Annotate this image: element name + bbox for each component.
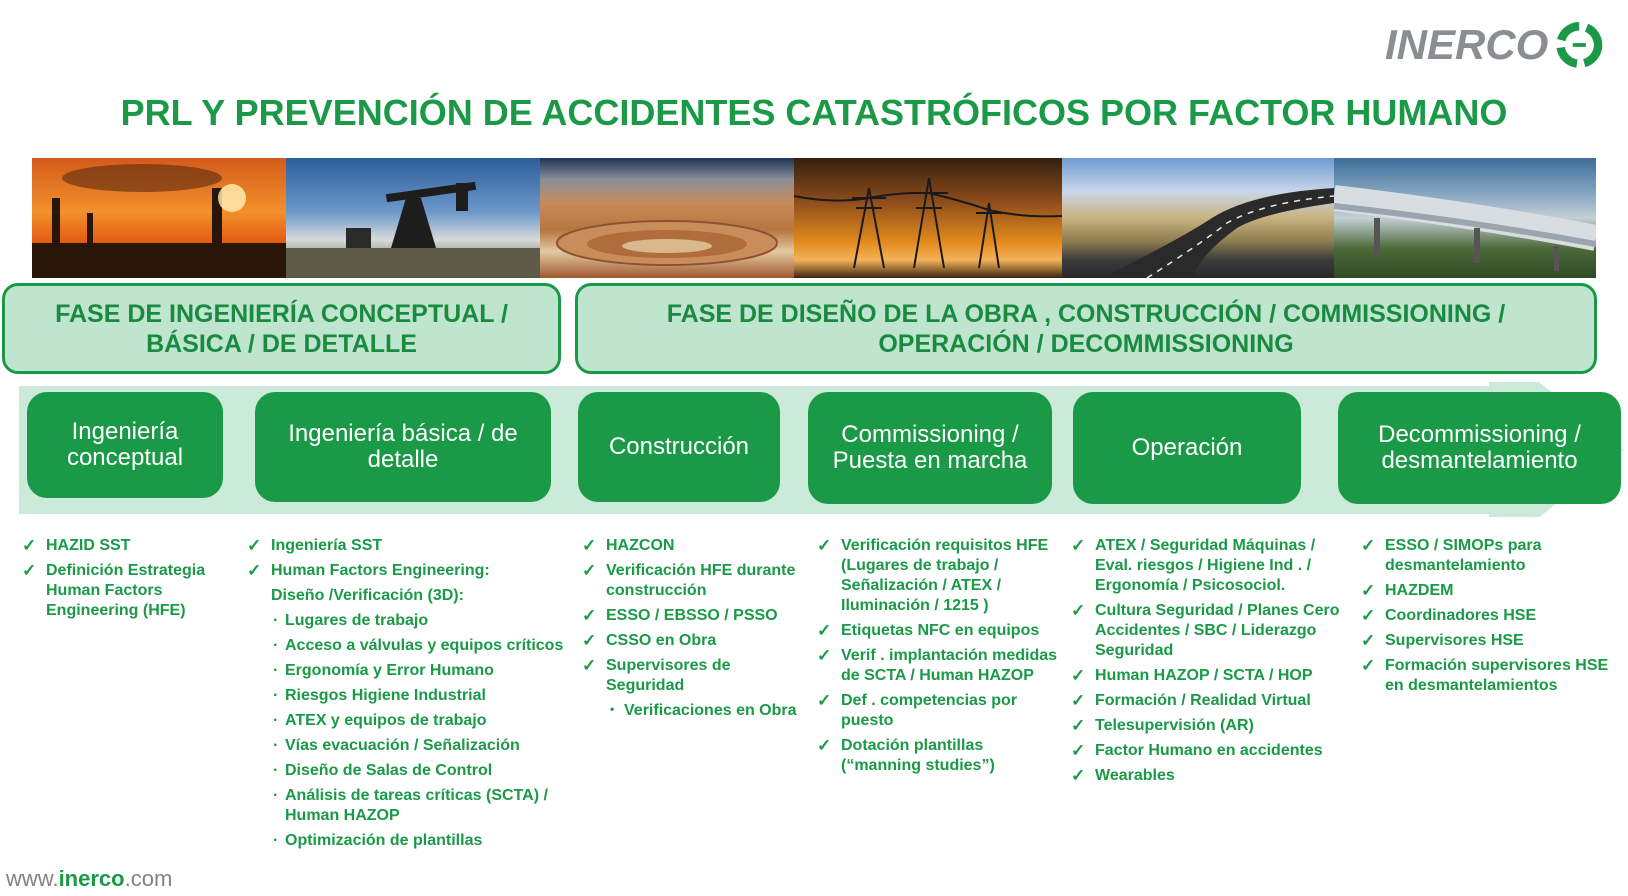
- logo-text: INERCO: [1385, 21, 1549, 68]
- list-item: · Diseño de Salas de Control: [247, 761, 567, 781]
- column-basic-detail: [247, 536, 567, 856]
- footer-url-prefix: www.: [6, 866, 59, 891]
- list-item: · Análisis de tareas críticas (SCTA) / Human HAZOP: [247, 786, 567, 826]
- page-title: PRL Y PREVENCIÓN DE ACCIDENTES CATASTRÓFICOS POR FACTOR HUMANO: [120, 92, 1508, 133]
- step-commissioning: Commissioning / Puesta en marcha: [808, 392, 1052, 504]
- list-item: ✓ HAZCON: [582, 536, 810, 556]
- column-commissioning: [817, 536, 1062, 781]
- list-item: · Vías evacuación / Señalización: [247, 736, 567, 756]
- step-decommissioning: Decommissioning / desmantelamiento: [1338, 392, 1621, 504]
- pipeline-image: [1334, 158, 1596, 278]
- photo-strip: [32, 158, 1596, 278]
- list-item: Diseño /Verificación (3D):: [271, 587, 464, 604]
- list-item: ✓ ESSO / EBSSO / PSSO: [582, 606, 810, 626]
- list-item: ✓ ESSO / SIMOPs para desmantelamiento: [1361, 536, 1623, 576]
- list-item: ✓ HAZDEM: [1361, 581, 1623, 601]
- list-item: · Ergonomía y Error Humano: [247, 661, 567, 681]
- list-item: ✓ Verif . implantación medidas de SCTA / Human HAZOP: [817, 646, 1062, 686]
- list-item: ✓ Coordinadores HSE: [1361, 606, 1623, 626]
- phase-construction-operation: [575, 283, 1597, 374]
- column-construction: [582, 536, 810, 726]
- list-item: ✓ CSSO en Obra: [582, 631, 810, 651]
- list-item: ✓ Verificación HFE durante construcción: [582, 561, 810, 601]
- column-decommissioning: [1361, 536, 1623, 701]
- list-item: ✓ Formación supervisores HSE en desmantelamientos: [1361, 656, 1623, 696]
- list-item: ✓ Factor Humano en accidentes: [1071, 741, 1347, 761]
- list-item: ✓ Definición Estrategia Human Factors Engineering (HFE): [22, 561, 242, 621]
- step-conceptual-engineering: Ingeniería conceptual: [27, 392, 223, 498]
- list-item: • Verificaciones en Obra: [582, 701, 810, 721]
- list-item: · Optimización de plantillas: [247, 831, 567, 851]
- step-construction: Construcción: [578, 392, 780, 502]
- industrial-smokestacks-image: [32, 158, 286, 278]
- list-item: ✓ HAZID SST: [22, 536, 242, 556]
- power-lines-image: [794, 158, 1062, 278]
- list-item: ✓ Human Factors Engineering:: [247, 561, 567, 581]
- highway-road-image: [1062, 158, 1334, 278]
- list-item: ✓ Def . competencias por puesto: [817, 691, 1062, 731]
- step-operation: Operación: [1073, 392, 1301, 504]
- footer-url-suffix: .com: [124, 866, 173, 891]
- oil-pumpjack-image: [286, 158, 540, 278]
- open-pit-mine-image: [540, 158, 794, 278]
- column-conceptual: [22, 536, 242, 626]
- list-item: · Riesgos Higiene Industrial: [247, 686, 567, 706]
- list-item: ✓ Dotación plantillas (“manning studies”): [817, 736, 1062, 776]
- list-item: ✓ Supervisores HSE: [1361, 631, 1623, 651]
- list-item: · Lugares de trabajo: [247, 611, 567, 631]
- step-basic-detailed-engineering: Ingeniería básica / de detalle: [255, 392, 551, 502]
- phase-2-line-2: OPERACIÓN / DECOMMISSIONING: [878, 329, 1294, 358]
- footer-url-domain: inerco: [58, 866, 125, 891]
- list-item: · ATEX y equipos de trabajo: [247, 711, 567, 731]
- list-item: ✓ Telesupervisión (AR): [1071, 716, 1347, 736]
- list-item: ✓ Cultura Seguridad / Planes Cero Accidentes / SBC / Liderazgo Seguridad: [1071, 601, 1347, 661]
- phase-conceptual-engineering: [2, 283, 561, 374]
- list-item: ✓ ATEX / Seguridad Máquinas / Eval. riesgos / Higiene Ind . / Ergonomía / Psicosociol.: [1071, 536, 1347, 596]
- phase-1-line-2: BÁSICA / DE DETALLE: [146, 329, 417, 358]
- inerco-swirl-icon: [1554, 18, 1605, 72]
- list-item: ✓ Wearables: [1071, 766, 1347, 786]
- phase-1-line-1: FASE DE INGENIERÍA CONCEPTUAL /: [55, 299, 508, 328]
- column-operation: [1071, 536, 1347, 791]
- list-item: ✓ Supervisores de Seguridad: [582, 656, 810, 696]
- list-item: ✓ Ingeniería SST: [247, 536, 567, 556]
- list-item: ✓ Etiquetas NFC en equipos: [817, 621, 1062, 641]
- phase-2-line-1: FASE DE DISEÑO DE LA OBRA , CONSTRUCCIÓN / COMMISSIONING /: [666, 299, 1506, 328]
- list-item: ✓ Human HAZOP / SCTA / HOP: [1071, 666, 1347, 686]
- list-item: ✓ Verificación requisitos HFE (Lugares de trabajo / Señalización / ATEX / Iluminación / 1215 ): [817, 536, 1062, 616]
- list-item: ✓ Formación / Realidad Virtual: [1071, 691, 1347, 711]
- inerco-logo: [1385, 12, 1605, 78]
- footer-url[interactable]: [6, 866, 172, 892]
- list-item: · Acceso a válvulas y equipos críticos: [247, 636, 567, 656]
